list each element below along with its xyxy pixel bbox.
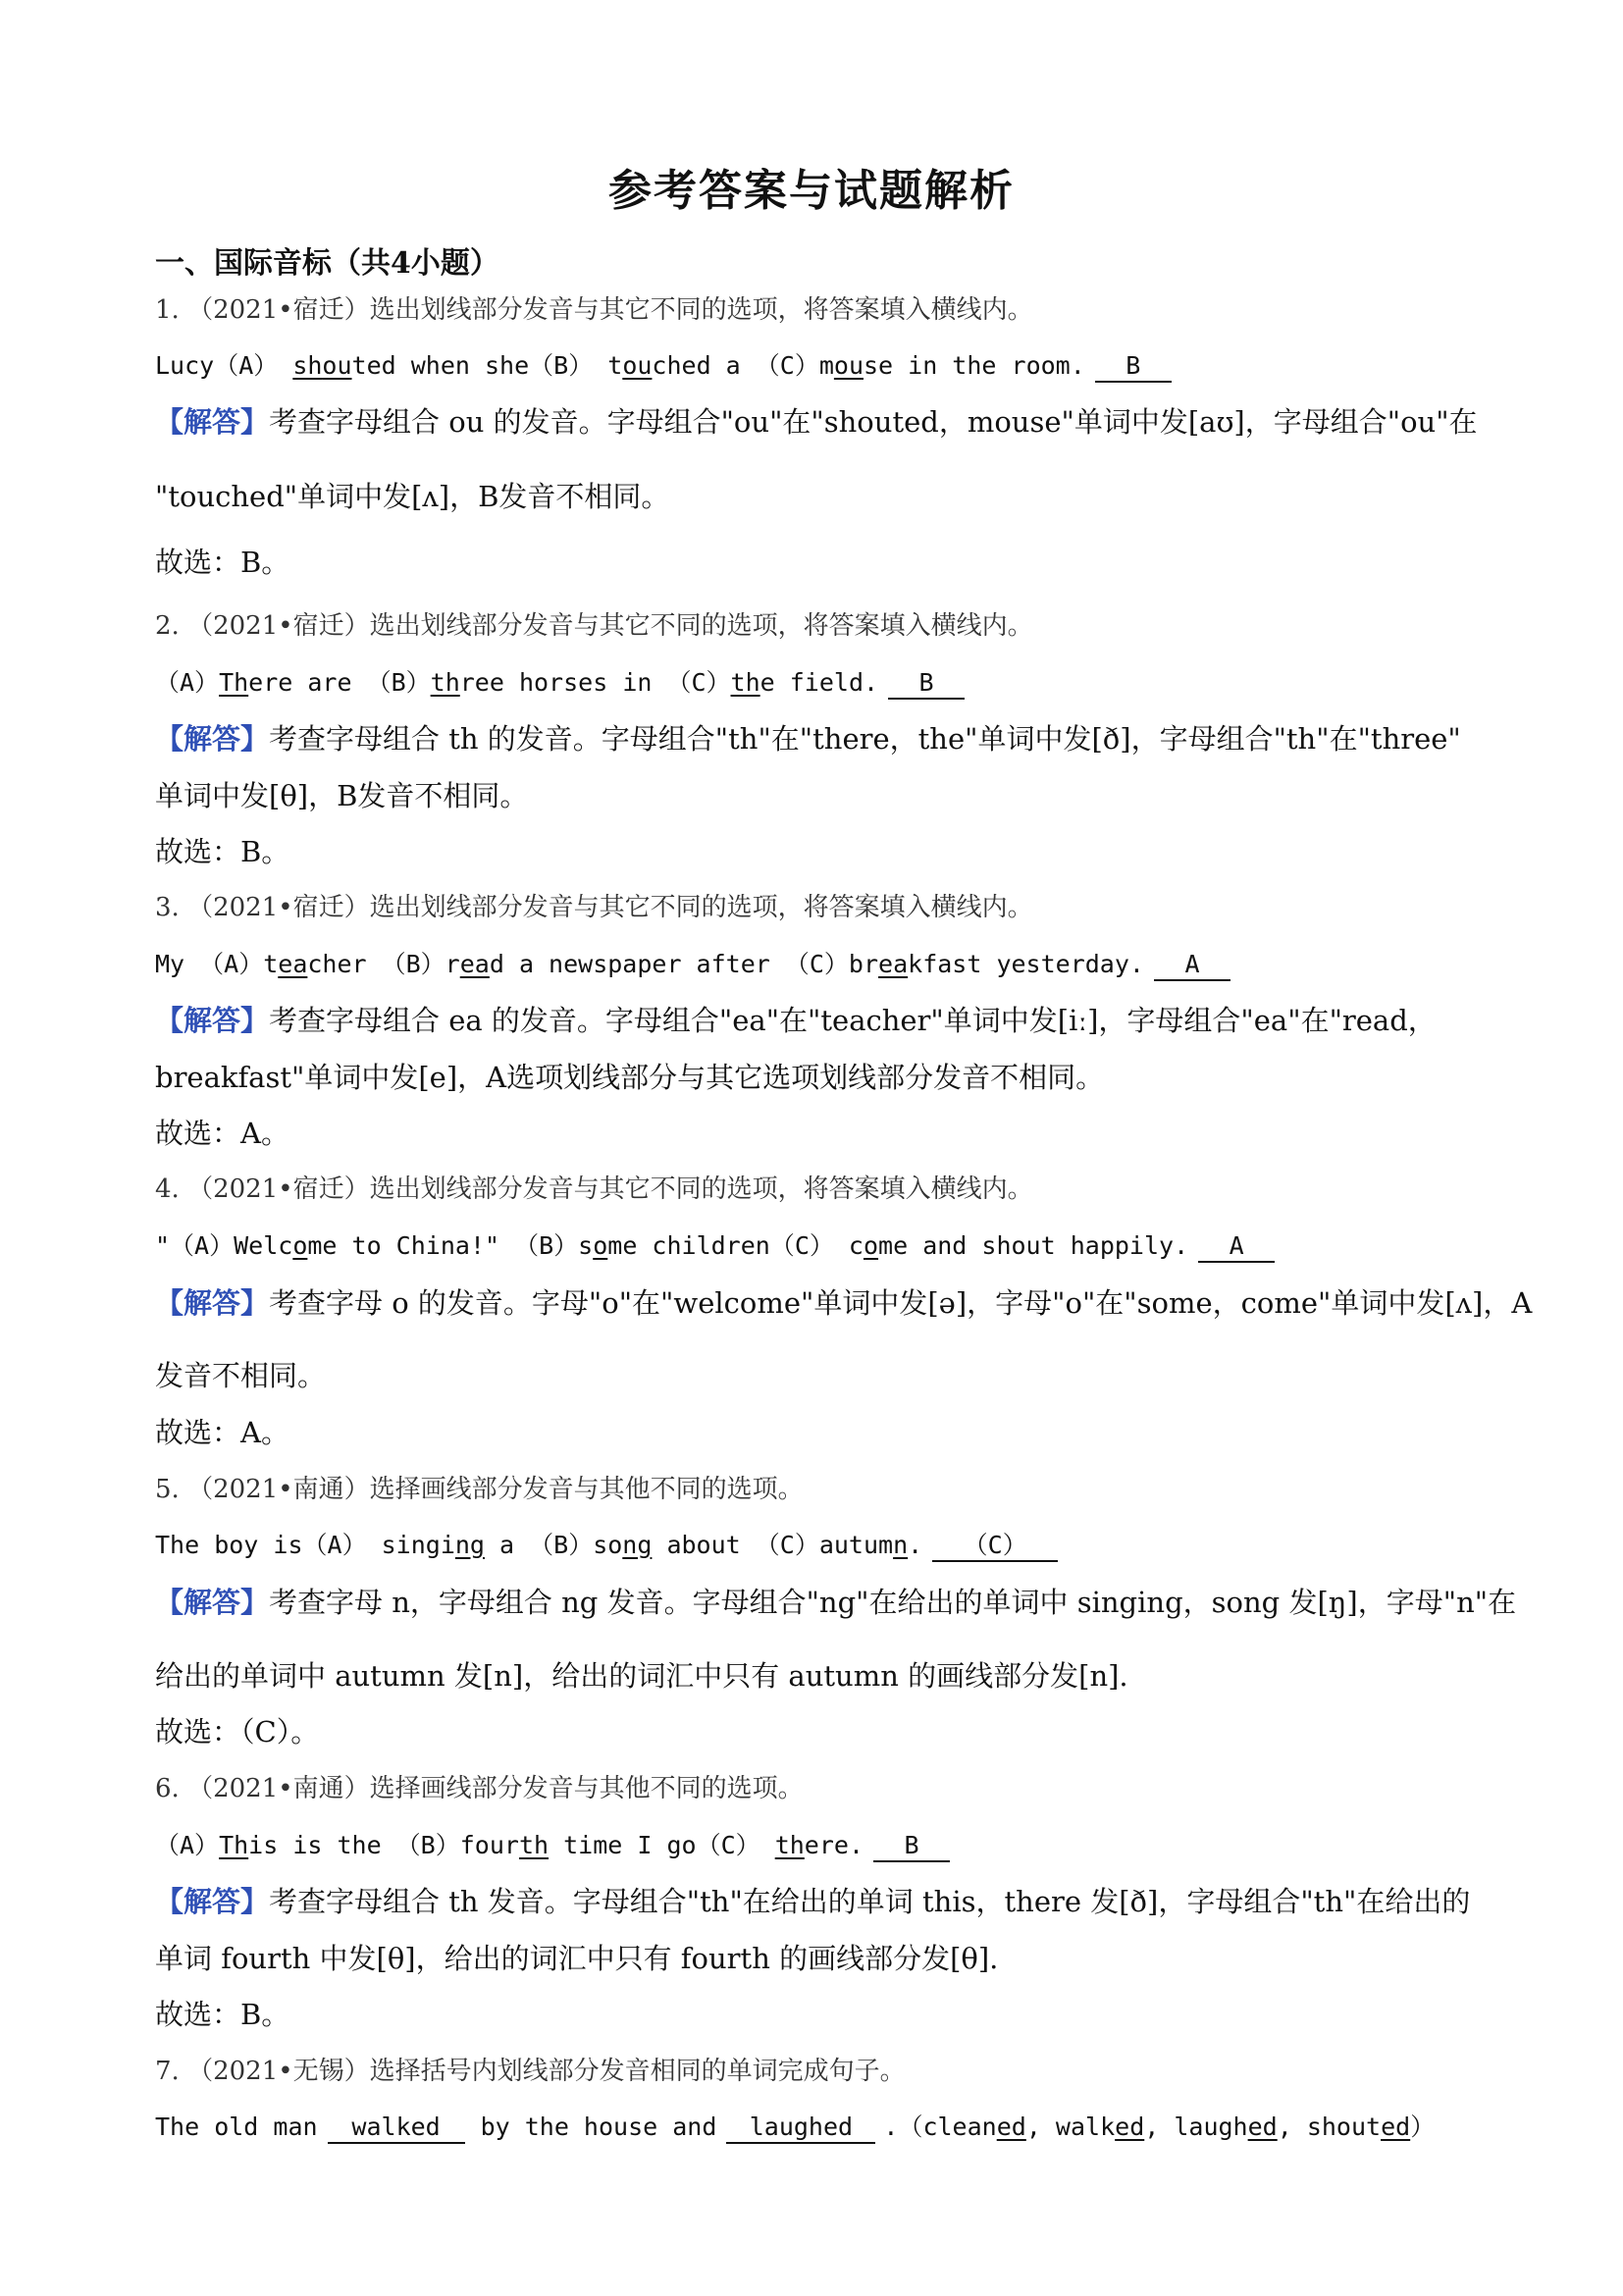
analysis-tag: 【解答】: [155, 1586, 270, 1619]
answer-blank: B: [1095, 351, 1172, 383]
analysis-tag: 【解答】: [155, 1286, 270, 1320]
question-4-analysis-cont: 发音不相同。: [155, 1359, 327, 1392]
question-3-analysis-cont: breakfast"单词中发[e]，A选项划线部分与其它选项划线部分发音不相同。: [155, 1061, 1105, 1094]
answer-blank-1: walked: [328, 2113, 465, 2144]
question-4-header: 4. （2021•宿迁）选出划线部分发音与其它不同的选项，将答案填入横线内。: [155, 1174, 1033, 1204]
question-1-final: 故选：B。: [155, 546, 290, 579]
answer-blank: A: [1198, 1231, 1275, 1263]
question-6-analysis-cont: 单词 fourth 中发[θ]，给出的词汇中只有 fourth 的画线部分发[θ].: [155, 1942, 999, 1975]
question-3-header: 3. （2021•宿迁）选出划线部分发音与其它不同的选项，将答案填入横线内。: [155, 893, 1033, 922]
answer-blank: B: [888, 668, 965, 700]
question-5-analysis: 【解答】考查字母 n，字母组合 ng 发音。字母组合"ng"在给出的单词中 singing，song 发[ŋ]，字母"n"在: [155, 1586, 1517, 1619]
question-3-final: 故选：A。: [155, 1117, 289, 1150]
question-6-header: 6. （2021•南通）选择画线部分发音与其他不同的选项。: [155, 1774, 804, 1803]
question-6-sentence: （A）This is the （B）fourth time I go（C） there. B: [155, 1828, 950, 1863]
question-4-sentence: "（A）Welcome to China!" （B）some children（C） come and shout happily. A: [155, 1228, 1275, 1264]
question-1-sentence: Lucy（A） shouted when she（B） touched a （C）mouse in the room. B: [155, 348, 1172, 384]
question-2-sentence: （A）There are （B）three horses in （C）the field. B: [155, 665, 965, 701]
question-2-analysis: 【解答】考查字母组合 th 的发音。字母组合"th"在"there，the"单词中发[ð]，字母组合"th"在"three": [155, 722, 1461, 756]
question-1-analysis-cont: "touched"单词中发[ʌ]，B发音不相同。: [155, 480, 670, 513]
question-6-analysis: 【解答】考查字母组合 th 发音。字母组合"th"在给出的单词 this，there 发[ð]，字母组合"th"在给出的: [155, 1885, 1471, 1918]
question-1-analysis: 【解答】考查字母组合 ou 的发音。字母组合"ou"在"shouted，mouse"单词中发[aʊ]，字母组合"ou"在: [155, 405, 1478, 439]
analysis-tag: 【解答】: [155, 722, 270, 756]
answer-blank-2: laughed: [726, 2113, 875, 2144]
question-1-header: 1. （2021•宿迁）选出划线部分发音与其它不同的选项，将答案填入横线内。: [155, 295, 1033, 325]
answer-blank: （C）: [932, 1531, 1058, 1562]
analysis-tag: 【解答】: [155, 1885, 270, 1918]
question-7-header: 7. （2021•无锡）选择括号内划线部分发音相同的单词完成句子。: [155, 2057, 906, 2086]
question-5-header: 5. （2021•南通）选择画线部分发音与其他不同的选项。: [155, 1475, 804, 1504]
question-5-analysis-cont: 给出的单词中 autumn 发[n]，给出的词汇中只有 autumn 的画线部分发[n].: [155, 1659, 1128, 1693]
section-heading: 一、国际音标（共4小题）: [155, 246, 499, 281]
analysis-tag: 【解答】: [155, 405, 270, 439]
question-3-sentence: My （A）teacher （B）read a newspaper after （C）breakfast yesterday. A: [155, 947, 1230, 982]
page-title: 参考答案与试题解析: [608, 166, 1015, 216]
question-2-header: 2. （2021•宿迁）选出划线部分发音与其它不同的选项，将答案填入横线内。: [155, 611, 1033, 641]
analysis-tag: 【解答】: [155, 1004, 270, 1037]
question-4-analysis: 【解答】考查字母 o 的发音。字母"o"在"welcome"单词中发[ə]，字母"o"在"some，come"单词中发[ʌ]，A: [155, 1286, 1533, 1320]
question-3-analysis: 【解答】考查字母组合 ea 的发音。字母组合"ea"在"teacher"单词中发[iː]，字母组合"ea"在"read，: [155, 1004, 1437, 1037]
question-5-sentence: The boy is（A） singing a （B）song about （C）autumn. （C）: [155, 1528, 1058, 1563]
answer-blank: B: [873, 1831, 950, 1862]
question-2-final: 故选：B。: [155, 835, 290, 868]
question-6-final: 故选：B。: [155, 1998, 290, 2031]
question-5-final: 故选：（C）。: [155, 1715, 320, 1748]
question-7-sentence: The old man walked by the house and laughed .（cleaned, walked, laughed, shouted）: [155, 2110, 1435, 2145]
question-4-final: 故选：A。: [155, 1416, 289, 1449]
answer-blank: A: [1154, 950, 1230, 981]
question-2-analysis-cont: 单词中发[θ]，B发音不相同。: [155, 779, 529, 812]
